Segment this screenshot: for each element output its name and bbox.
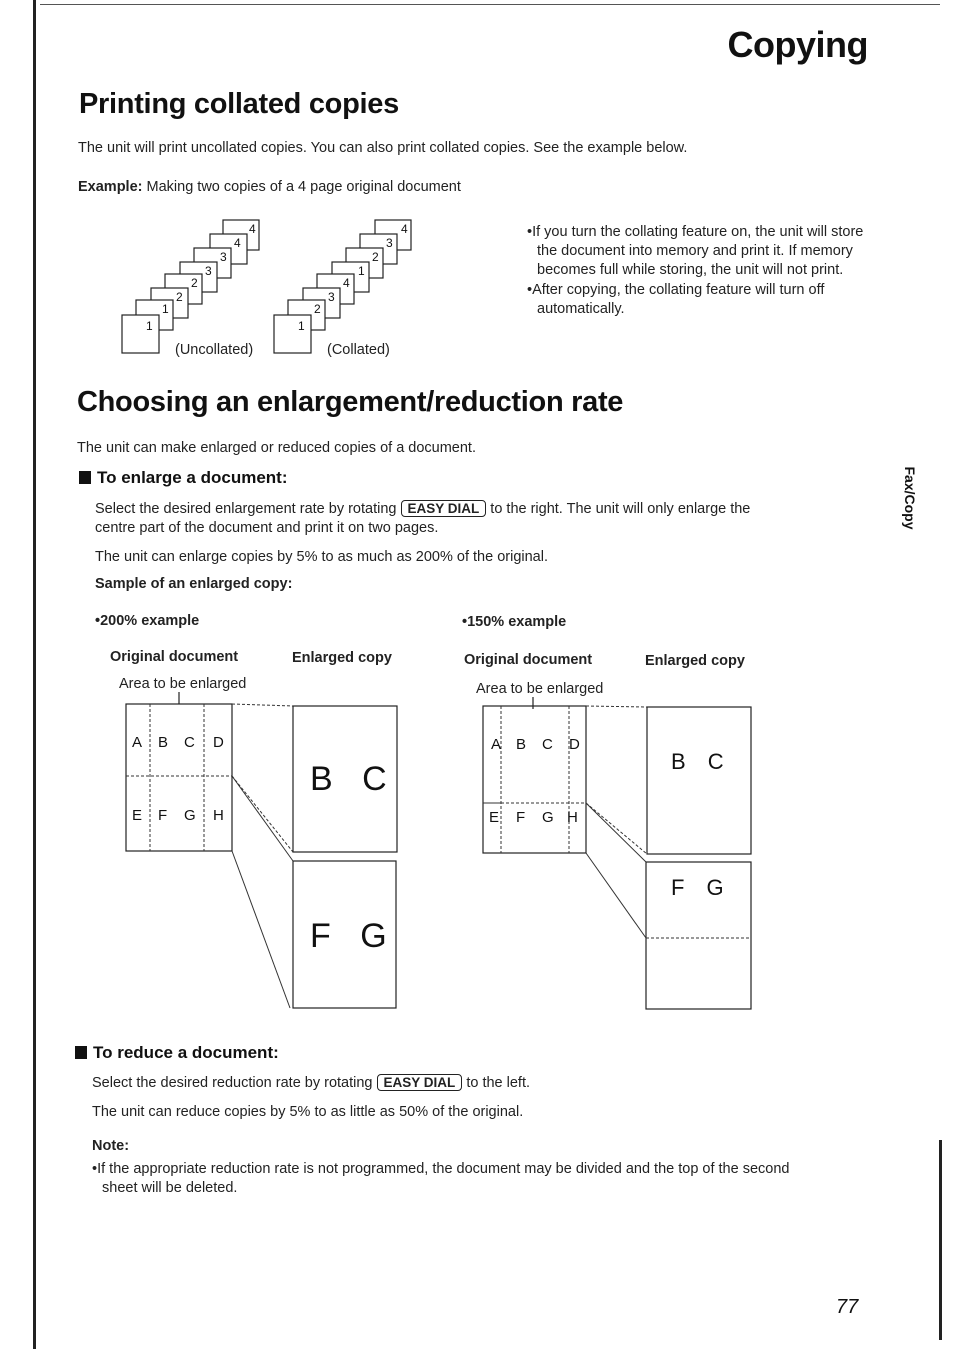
ex200-original-heading: Original document xyxy=(110,649,239,665)
collated-page-3: 3 xyxy=(328,290,335,304)
ex150-cell-d: D xyxy=(569,736,580,753)
right-edge-mark xyxy=(939,1140,942,1340)
square-bullet-icon xyxy=(75,1046,87,1059)
enlarge-instructions: Select the desired enlargement rate by rotating EASY DIAL to the right. The unit will only enlarge the centre part of the document and print it on two pages. xyxy=(95,501,751,536)
ex200-original-page xyxy=(126,704,232,851)
uncollated-page-4: 4 xyxy=(249,222,256,236)
ex150-cell-a: A xyxy=(491,736,502,753)
collated-page-4: 4 xyxy=(401,222,408,236)
ex200-cell-e: E xyxy=(132,807,143,824)
uncollated-label: (Uncollated) xyxy=(175,342,254,358)
ex150-page2-text: F G xyxy=(671,875,732,900)
reduce-note: •If the appropriate reduction rate is not programmed, the document may be divided and the top of the second sheet will be deleted. xyxy=(92,1161,790,1196)
top-rule xyxy=(40,4,940,5)
example-label: Example: xyxy=(78,179,143,195)
enlarge-reduce-intro: The unit can make enlarged or reduced copies of a document. xyxy=(77,440,476,456)
reduce-range: The unit can reduce copies by 5% to as little as 50% of the original. xyxy=(92,1104,524,1120)
example-line xyxy=(78,178,678,197)
collate-intro: The unit will print uncollated copies. You can also print collated copies. See the example below. xyxy=(78,140,688,156)
uncollated-page-3: 3 xyxy=(205,264,212,278)
ex200-cell-d: D xyxy=(213,734,224,751)
collated-page-2: 2 xyxy=(372,250,379,264)
ex200-enlarged-heading: Enlarged copy xyxy=(292,650,392,666)
sample-label: Sample of an enlarged copy: xyxy=(95,576,293,592)
collated-page-2: 2 xyxy=(314,302,321,316)
uncollated-page-1: 1 xyxy=(162,302,169,316)
example-text: Making two copies of a 4 page original document xyxy=(146,179,461,195)
ex150-original-page xyxy=(483,706,586,853)
square-bullet-icon xyxy=(79,471,91,484)
collate-notes xyxy=(527,223,867,320)
page-number: 77 xyxy=(836,1296,859,1318)
ex150-diagram xyxy=(478,695,758,1015)
ex200-cell-b: B xyxy=(158,734,169,751)
page-header-title: Copying xyxy=(727,24,868,65)
uncollated-page-1: 1 xyxy=(146,319,153,333)
note-label: Note: xyxy=(92,1138,130,1154)
collated-page-3: 3 xyxy=(386,236,393,250)
ex150-cell-g: G xyxy=(542,809,554,826)
section-title-collated: Printing collated copies xyxy=(79,88,399,120)
collate-note-2: •After copying, the collating feature will turn off automatically. xyxy=(527,282,825,317)
ex200-page1-text: B C xyxy=(310,760,397,798)
ex200-cell-c: C xyxy=(184,734,195,751)
ex200-cell-h: H xyxy=(213,807,224,824)
ex150-enlarged-page1 xyxy=(647,707,751,854)
ex150-enlarged-heading: Enlarged copy xyxy=(645,653,745,669)
reduce-instructions: Select the desired reduction rate by rotating EASY DIAL to the left. xyxy=(92,1075,531,1091)
ex150-label: •150% example xyxy=(462,614,567,630)
easy-dial-key: EASY DIAL xyxy=(377,1074,463,1091)
ex150-cell-h: H xyxy=(567,809,578,826)
ex150-cell-e: E xyxy=(489,809,500,826)
collated-page-1: 1 xyxy=(358,264,365,278)
uncollated-page-2: 2 xyxy=(176,290,183,304)
collated-page-1: 1 xyxy=(298,319,305,333)
ex200-area-label: Area to be enlarged xyxy=(119,676,247,692)
easy-dial-key: EASY DIAL xyxy=(401,500,487,517)
ex150-cell-f: F xyxy=(516,809,526,826)
ex150-area-label: Area to be enlarged xyxy=(476,681,604,697)
ex150-page1-text: B C xyxy=(671,749,732,774)
ex150-cell-c: C xyxy=(542,736,553,753)
ex200-cell-a: A xyxy=(132,734,143,751)
binding-edge xyxy=(33,0,36,1349)
ex150-original-heading: Original document xyxy=(464,652,593,668)
reduce-heading: To reduce a document: xyxy=(75,1043,279,1063)
uncollated-page-4: 4 xyxy=(234,236,241,250)
ex150-cell-b: B xyxy=(516,736,527,753)
uncollated-page-2: 2 xyxy=(191,276,198,290)
uncollated-page-3: 3 xyxy=(220,250,227,264)
enlarge-range: The unit can enlarge copies by 5% to as much as 200% of the original. xyxy=(95,549,548,565)
side-tab: Fax/Copy xyxy=(902,466,918,530)
ex200-cell-f: F xyxy=(158,807,168,824)
collated-label: (Collated) xyxy=(327,342,390,358)
section-title-enlarge-reduce: Choosing an enlargement/reduction rate xyxy=(77,386,624,418)
collated-page-4: 4 xyxy=(343,276,350,290)
ex200-diagram xyxy=(120,690,405,1015)
collate-note-1: •If you turn the collating feature on, the unit will store the document into memory and print it. If memory becomes full while storing, the unit will not print. xyxy=(527,224,864,278)
ex200-label: •200% example xyxy=(95,613,200,629)
enlarge-heading: To enlarge a document: xyxy=(79,468,288,488)
ex200-page2-text: F G xyxy=(310,917,397,955)
ex200-cell-g: G xyxy=(184,807,196,824)
